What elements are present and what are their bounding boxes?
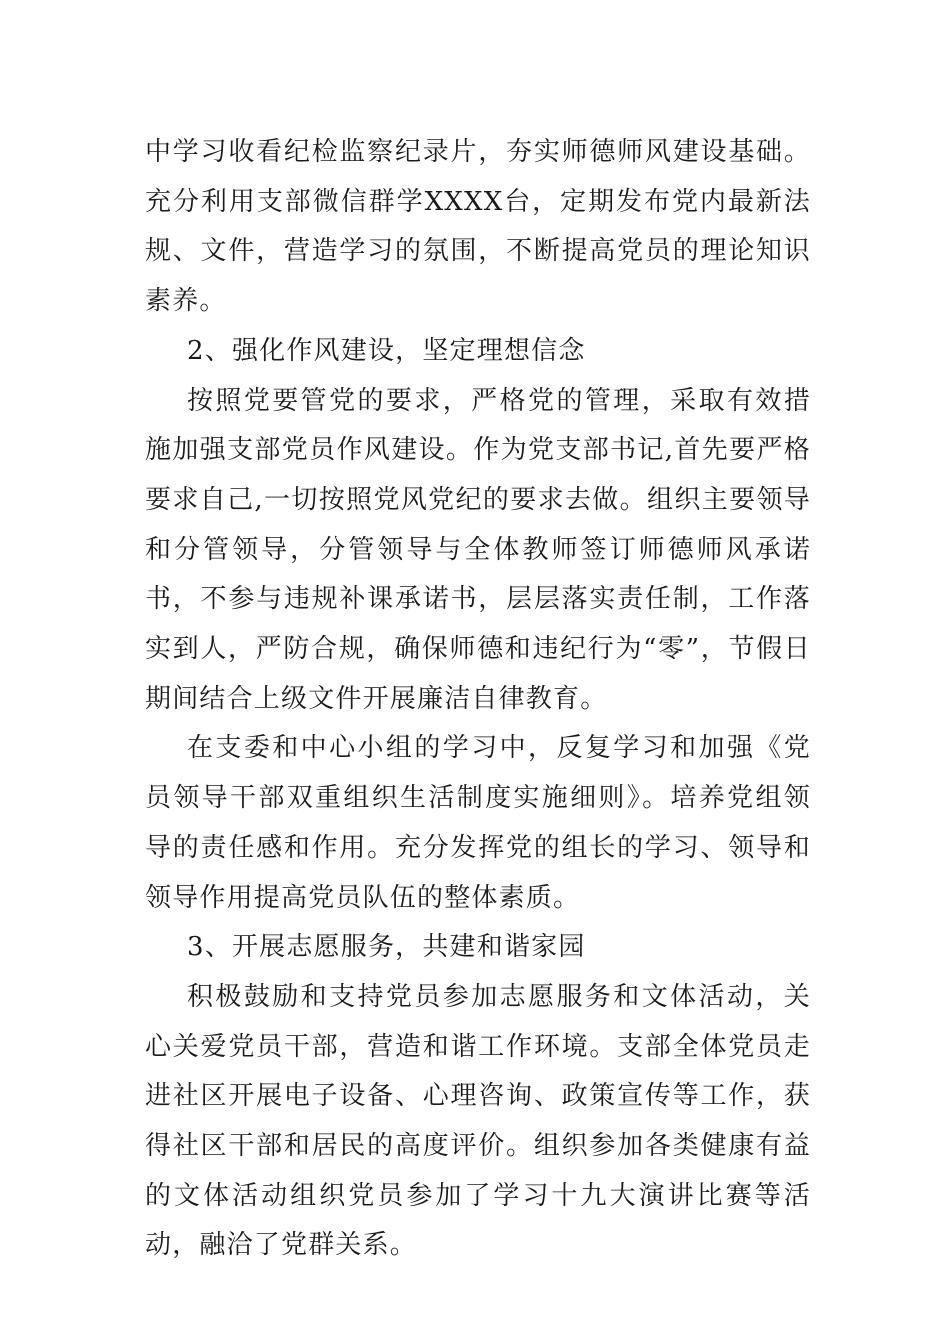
section-heading-3: 3、开展志愿服务，共建和谐家园 [187, 932, 586, 963]
paragraph-study-committee: 在支委和中心小组的学习中，反复学习和加强《党员领导干部双重组织生活制度实施细则》。培养党组领导的责任感和作用。充分发挥党的组长的学习、领导和领导作用提高党员队伍的整体素质。 [145, 733, 811, 913]
section-heading-2: 2、强化作风建设，坚定理想信念 [187, 335, 586, 366]
document-body [145, 128, 811, 1271]
paragraph-study-continuation: 中学习收看纪检监察纪录片，夯实师德师风建设基础。充分利用支部微信群学XXXX台，定期发布党内最新法规、文件，营造学习的氛围，不断提高党员的理论知识素养。 [145, 137, 811, 317]
paragraph-work-style: 按照党要管党的要求，严格党的管理，采取有效措施加强支部党员作风建设。作为党支部书记,首先要严格要求自己,一切按照党风党纪的要求去做。组织主要领导和分管领导，分管领导与全体教师签订师德师风承诺书，不参与违规补课承诺书，层层落实责任制，工作落实到人，严防合规，确保师德和违纪行为“零”，节假日期间结合上级文件开展廉洁自律教育。 [145, 385, 811, 714]
paragraph-volunteer-service: 积极鼓励和支持党员参加志愿服务和文体活动，关心关爱党员干部，营造和谐工作环境。支部全体党员走进社区开展电子设备、心理咨询、政策宣传等工作，获得社区干部和居民的高度评价。组织参加各类健康有益的文体活动组织党员参加了学习十九大演讲比赛等活动，融洽了党群关系。 [145, 981, 811, 1261]
